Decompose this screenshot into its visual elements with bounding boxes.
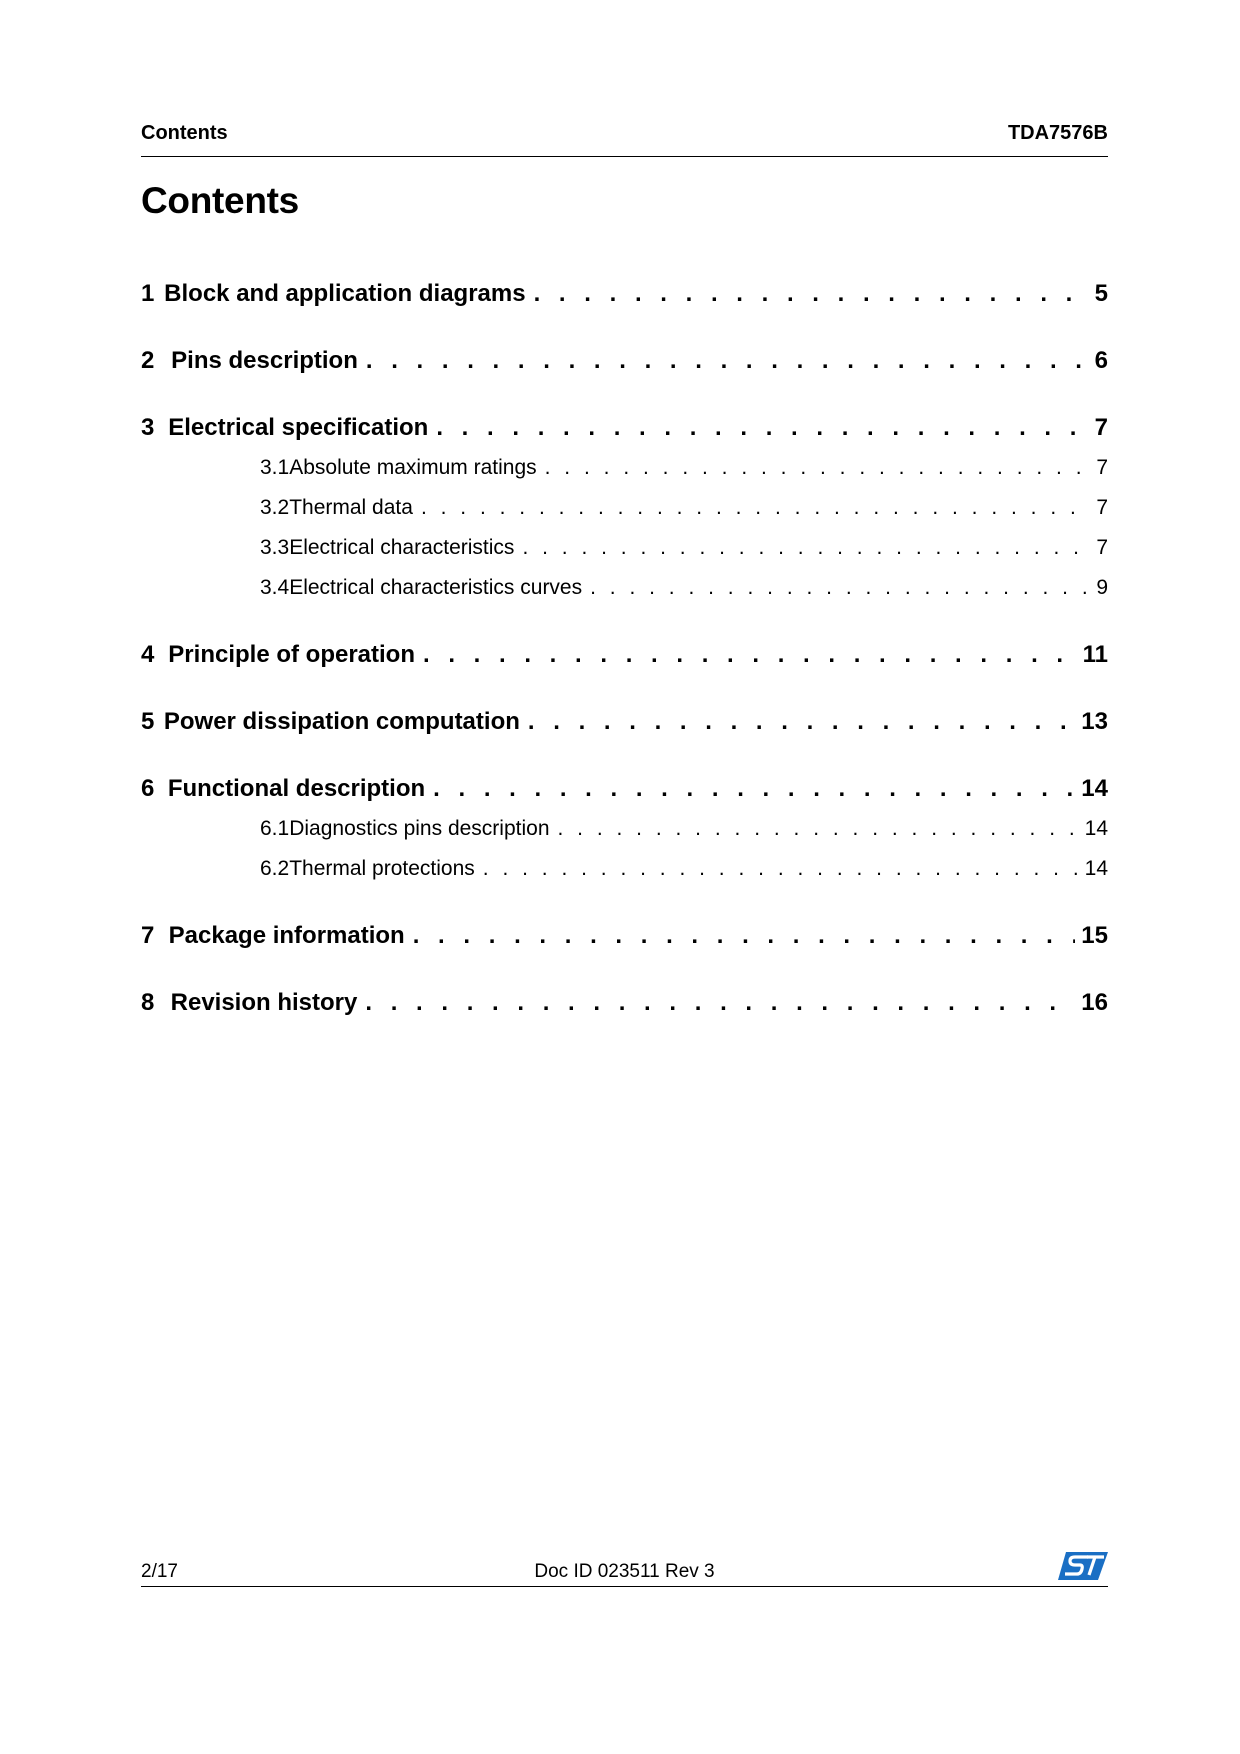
toc-leader: [421, 496, 1090, 520]
toc-title: Functional description: [167, 775, 426, 802]
toc-number: 8: [141, 989, 155, 1016]
toc-leader: [483, 857, 1079, 881]
toc-title: Principle of operation: [168, 641, 415, 668]
toc-title: Revision history: [170, 989, 358, 1016]
toc-title: Package information: [168, 922, 405, 949]
toc-page: 6: [1094, 347, 1108, 374]
toc-title: Absolute maximum ratings: [289, 456, 537, 479]
toc-title: Pins description: [171, 347, 358, 374]
toc-entry-6[interactable]: [141, 775, 1108, 809]
toc-page: 5: [1094, 280, 1108, 307]
toc-page: 14: [1081, 775, 1108, 802]
toc-entry-3-4[interactable]: [141, 576, 1108, 610]
toc-entry-7[interactable]: [141, 922, 1108, 956]
page-header: [141, 120, 1108, 157]
toc-leader: [366, 347, 1089, 375]
toc-leader: [522, 536, 1090, 560]
toc-leader: [534, 280, 1089, 308]
toc-title: Electrical characteristics: [289, 536, 515, 559]
toc-page: 7: [1094, 414, 1108, 441]
page-footer: [141, 1550, 1108, 1587]
header-section-name: Contents: [141, 122, 228, 144]
toc-page: 15: [1081, 922, 1108, 949]
toc-title: Thermal protections: [289, 857, 475, 880]
st-logo-icon: [1058, 1550, 1108, 1582]
toc-title: Diagnostics pins description: [289, 817, 550, 840]
toc-page: 7: [1096, 456, 1108, 479]
toc-page: 13: [1081, 708, 1108, 735]
toc-page: 14: [1084, 817, 1108, 840]
toc-leader: [558, 817, 1079, 841]
toc-number: 5: [141, 708, 155, 735]
toc-leader: [365, 989, 1075, 1017]
toc-entry-6-1[interactable]: [141, 817, 1108, 851]
toc-entry-1[interactable]: [141, 280, 1108, 314]
toc-page: 7: [1096, 536, 1108, 559]
toc-title: Thermal data: [289, 496, 413, 519]
toc-page: 9: [1096, 576, 1108, 599]
toc-title: Electrical specification: [168, 414, 429, 441]
toc-number: 1: [141, 280, 155, 307]
toc-leader: [413, 922, 1076, 950]
toc-entry-4[interactable]: [141, 641, 1108, 675]
toc-page: 16: [1081, 989, 1108, 1016]
toc-number: 7: [141, 922, 155, 949]
toc-page: 11: [1082, 641, 1108, 668]
toc-number: 6.2: [260, 857, 290, 880]
toc-number: 2: [141, 347, 155, 374]
toc-leader: [423, 641, 1077, 669]
toc-number: 3.2: [260, 496, 290, 519]
toc-entry-8[interactable]: [141, 989, 1108, 1023]
toc-number: 3.3: [260, 536, 290, 559]
toc-entry-2[interactable]: [141, 347, 1108, 381]
footer-doc-id: Doc ID 023511 Rev 3: [534, 1561, 715, 1582]
toc-leader: [545, 456, 1091, 480]
toc-page: 14: [1084, 857, 1108, 880]
toc-number: 6.1: [260, 817, 290, 840]
toc-number: 3.4: [260, 576, 290, 599]
toc-number: 3.1: [260, 456, 290, 479]
toc-number: 4: [141, 641, 155, 668]
toc-leader: [433, 775, 1075, 803]
header-part-number: TDA7576B: [1007, 122, 1108, 144]
footer-page-number: 2/17: [141, 1561, 178, 1582]
toc-entry-5[interactable]: [141, 708, 1108, 742]
toc-number: 3: [141, 414, 155, 441]
toc-entry-3[interactable]: [141, 414, 1108, 448]
toc-title: Power dissipation computation: [163, 708, 520, 735]
toc-title: Block and application diagrams: [164, 280, 526, 307]
toc-leader: [436, 414, 1088, 442]
toc-page: 7: [1096, 496, 1108, 519]
toc-leader: [590, 576, 1090, 600]
toc-entry-3-2[interactable]: [141, 496, 1108, 530]
toc-title: Electrical characteristics curves: [289, 576, 583, 599]
toc-leader: [528, 708, 1075, 736]
toc-entry-6-2[interactable]: [141, 857, 1108, 891]
toc-entry-3-1[interactable]: [141, 456, 1108, 490]
page-title: Contents: [141, 180, 299, 221]
toc-entry-3-3[interactable]: [141, 536, 1108, 570]
toc-number: 6: [141, 775, 155, 802]
